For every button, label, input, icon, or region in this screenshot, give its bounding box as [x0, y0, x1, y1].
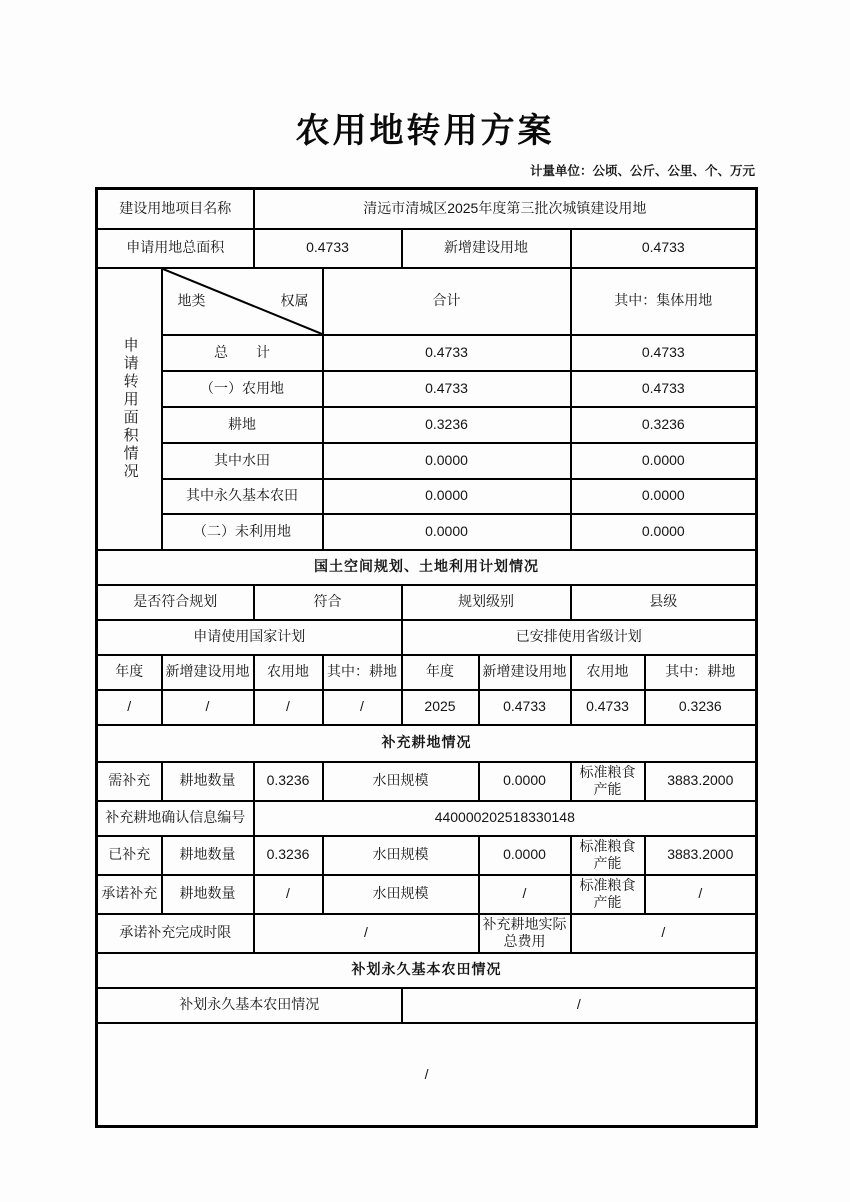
- conversion-unused-collective: 0.0000: [571, 514, 757, 550]
- plan-col-year-1: 年度: [97, 655, 162, 690]
- conversion-cultivated-collective: 0.3236: [571, 407, 757, 443]
- project-name-value: 清远市清城区2025年度第三批次城镇建设用地: [254, 189, 757, 229]
- plan-level-value: 县级: [571, 585, 757, 620]
- supplement-required-capacity-label: 标准粮食产能: [571, 762, 645, 801]
- supplement-completed-capacity: 3883.2000: [645, 836, 757, 875]
- plan-col-year-2: 年度: [402, 655, 479, 690]
- row-conversion-paddy: [97, 443, 757, 479]
- plan-value-year-2: 2025: [402, 690, 479, 725]
- plan-value-agri-2: 0.4733: [571, 690, 645, 725]
- supplement-required-qty: 0.3236: [254, 762, 323, 801]
- plan-compliance-value: 符合: [254, 585, 402, 620]
- supplement-deadline-value: /: [254, 914, 479, 953]
- plan-col-newland-1: 新增建设用地: [162, 655, 254, 690]
- row-supplement-section-header: [97, 725, 757, 762]
- supplement-required-paddy-label: 水田规模: [323, 762, 479, 801]
- project-name-label: 建设用地项目名称: [97, 189, 254, 229]
- conversion-basic-farmland-collective: 0.0000: [571, 479, 757, 514]
- row-conversion-grand-total: [97, 335, 757, 371]
- provincial-plan-label: 已安排使用省级计划: [402, 620, 757, 655]
- supplement-cost-value: /: [571, 914, 757, 953]
- supplement-completed-qty-label: 耕地数量: [162, 836, 254, 875]
- row-conversion-basic-farmland: [97, 479, 757, 514]
- row-project-name: [97, 189, 757, 229]
- row-farmland-status: [97, 988, 757, 1023]
- conversion-cultivated-label: 耕地: [162, 407, 323, 443]
- row-plan-compliance: [97, 585, 757, 620]
- row-supplement-completed: [97, 836, 757, 875]
- supplement-promised-capacity-label: 标准粮食产能: [571, 875, 645, 914]
- new-construction-land-value: 0.4733: [571, 229, 757, 268]
- plan-col-agri-2: 农用地: [571, 655, 645, 690]
- diagonal-header-cell: [162, 268, 323, 335]
- conversion-agricultural-label: （一）农用地: [162, 371, 323, 407]
- conversion-unused-value: 0.0000: [323, 514, 571, 550]
- row-conversion-header: [97, 268, 757, 335]
- measurement-unit-note: 计量单位：公顷、公斤、公里、个、万元: [529, 164, 755, 178]
- row-supplement-confirm: [97, 801, 757, 836]
- plan-col-agri-1: 农用地: [254, 655, 323, 690]
- plan-col-cultivated-1: 其中：耕地: [323, 655, 402, 690]
- conversion-paddy-value: 0.0000: [323, 443, 571, 479]
- plan-value-newland-2: 0.4733: [479, 690, 571, 725]
- plan-col-cultivated-2: 其中：耕地: [645, 655, 757, 690]
- supplement-promised-qty-label: 耕地数量: [162, 875, 254, 914]
- supplement-confirm-label: 补充耕地确认信息编号: [97, 801, 254, 836]
- row-farmland-section-header: [97, 953, 757, 988]
- supplement-completed-capacity-label: 标准粮食产能: [571, 836, 645, 875]
- plan-compliance-label: 是否符合规划: [97, 585, 254, 620]
- col-header-total: 合计: [323, 268, 571, 335]
- conversion-side-label-text: 申请转用面积情况: [121, 336, 139, 481]
- row-conversion-agricultural: [97, 371, 757, 407]
- plan-level-label: 规划级别: [402, 585, 571, 620]
- supplement-completed-paddy-label: 水田规模: [323, 836, 479, 875]
- supplement-required-qty-label: 耕地数量: [162, 762, 254, 801]
- supplement-required-paddy: 0.0000: [479, 762, 571, 801]
- page-title: 农用地转用方案: [295, 112, 555, 150]
- supplement-deadline-label: 承诺补充完成时限: [97, 914, 254, 953]
- diagonal-ownership-label: 权属: [280, 292, 309, 309]
- total-area-label: 申请用地总面积: [97, 229, 254, 268]
- supplement-cost-label: 补充耕地实际总费用: [479, 914, 571, 953]
- conversion-cultivated-value: 0.3236: [323, 407, 571, 443]
- row-plan-values: [97, 690, 757, 725]
- row-supplement-required: [97, 762, 757, 801]
- supplement-promised-category: 承诺补充: [97, 875, 162, 914]
- conversion-agricultural-collective: 0.4733: [571, 371, 757, 407]
- conversion-agricultural-value: 0.4733: [323, 371, 571, 407]
- conversion-grand-total-label: 总 计: [162, 335, 323, 371]
- conversion-grand-total-collective: 0.4733: [571, 335, 757, 371]
- supplement-promised-qty: /: [254, 875, 323, 914]
- supplement-completed-paddy: 0.0000: [479, 836, 571, 875]
- supplement-required-category: 需补充: [97, 762, 162, 801]
- conversion-grand-total-value: 0.4733: [323, 335, 571, 371]
- supplement-confirm-value: 440000202518330148: [254, 801, 757, 836]
- supplement-completed-category: 已补充: [97, 836, 162, 875]
- supplement-required-capacity: 3883.2000: [645, 762, 757, 801]
- row-plan-source: [97, 620, 757, 655]
- diagonal-landtype-label: 地类: [177, 292, 206, 309]
- supplement-promised-paddy: /: [479, 875, 571, 914]
- diagonal-wrap: [163, 269, 322, 334]
- farmland-note-cell: /: [97, 1023, 757, 1127]
- supplement-completed-qty: 0.3236: [254, 836, 323, 875]
- plan-value-agri-1: /: [254, 690, 323, 725]
- plan-value-cultivated-1: /: [323, 690, 402, 725]
- land-conversion-table: [95, 187, 758, 1128]
- planning-section-header: 国土空间规划、土地利用计划情况: [97, 550, 757, 585]
- conversion-unused-label: （二）未利用地: [162, 514, 323, 550]
- row-total-area: [97, 229, 757, 268]
- plan-value-cultivated-2: 0.3236: [645, 690, 757, 725]
- supplement-promised-paddy-label: 水田规模: [323, 875, 479, 914]
- plan-value-newland-1: /: [162, 690, 254, 725]
- farmland-section-header: 补划永久基本农田情况: [97, 953, 757, 988]
- conversion-paddy-label: 其中水田: [162, 443, 323, 479]
- plan-col-newland-2: 新增建设用地: [479, 655, 571, 690]
- conversion-basic-farmland-value: 0.0000: [323, 479, 571, 514]
- row-supplement-deadline: [97, 914, 757, 953]
- row-supplement-promised: [97, 875, 757, 914]
- new-construction-land-label: 新增建设用地: [402, 229, 571, 268]
- farmland-status-label: 补划永久基本农田情况: [97, 988, 402, 1023]
- national-plan-label: 申请使用国家计划: [97, 620, 402, 655]
- row-plan-col-headers: [97, 655, 757, 690]
- plan-value-year-1: /: [97, 690, 162, 725]
- total-area-value: 0.4733: [254, 229, 402, 268]
- row-farmland-note: [97, 1023, 757, 1127]
- row-conversion-cultivated: [97, 407, 757, 443]
- farmland-status-value: /: [402, 988, 757, 1023]
- conversion-basic-farmland-label: 其中永久基本农田: [162, 479, 323, 514]
- row-conversion-unused: [97, 514, 757, 550]
- conversion-side-label: [97, 268, 162, 550]
- supplement-section-header: 补充耕地情况: [97, 725, 757, 762]
- conversion-paddy-collective: 0.0000: [571, 443, 757, 479]
- col-header-collective: 其中：集体用地: [571, 268, 757, 335]
- row-planning-section-header: [97, 550, 757, 585]
- supplement-promised-capacity: /: [645, 875, 757, 914]
